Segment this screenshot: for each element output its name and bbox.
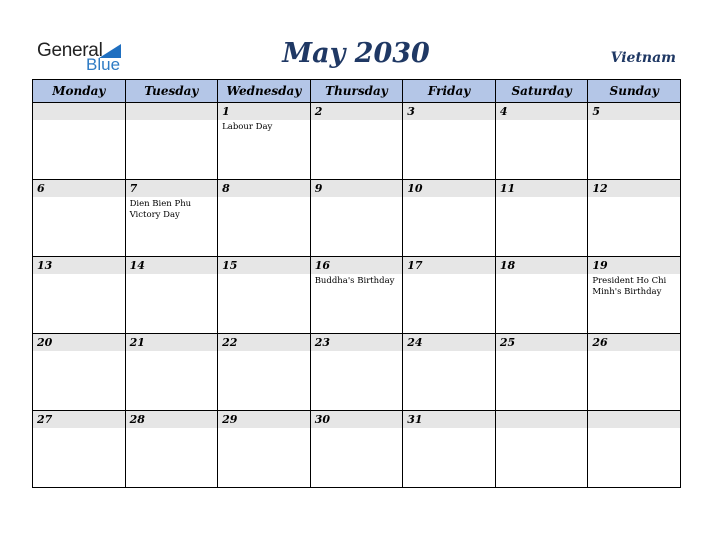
day-number: 29 (218, 411, 310, 428)
weekday-header-saturday: Saturday (495, 80, 588, 103)
day-number: 31 (403, 411, 495, 428)
day-cell (403, 334, 496, 411)
day-cell (33, 334, 126, 411)
day-number: 5 (588, 103, 680, 120)
day-cell (310, 257, 403, 334)
week-row (33, 103, 681, 180)
day-number: 13 (33, 257, 125, 274)
day-cell (588, 103, 681, 180)
day-number: 25 (496, 334, 588, 351)
day-number: 11 (496, 180, 588, 197)
day-cell (125, 180, 218, 257)
day-number: 21 (126, 334, 218, 351)
day-number: 24 (403, 334, 495, 351)
day-cell (125, 334, 218, 411)
weekday-header-wednesday: Wednesday (218, 80, 311, 103)
day-cell (403, 103, 496, 180)
day-number (496, 411, 588, 428)
holiday-label: Dien Bien Phu Victory Day (129, 199, 192, 220)
weekday-header-sunday: Sunday (588, 80, 681, 103)
day-number: 23 (311, 334, 403, 351)
day-number: 2 (311, 103, 403, 120)
weekday-header-row (33, 80, 681, 103)
day-number: 15 (218, 257, 310, 274)
day-cell (33, 257, 126, 334)
calendar-title: May 2030 (282, 38, 430, 69)
day-number: 27 (33, 411, 125, 428)
day-cell (495, 257, 588, 334)
day-number: 19 (588, 257, 680, 274)
day-cell (310, 180, 403, 257)
day-number: 30 (311, 411, 403, 428)
day-cell (218, 103, 311, 180)
day-cell (403, 411, 496, 488)
day-cell (588, 411, 681, 488)
holiday-label: Labour Day (222, 122, 273, 132)
day-cell (33, 411, 126, 488)
weekday-header-tuesday: Tuesday (125, 80, 218, 103)
day-cell (33, 103, 126, 180)
day-cell (125, 103, 218, 180)
day-number: 9 (311, 180, 403, 197)
weekday-header-thursday: Thursday (310, 80, 403, 103)
day-cell (495, 334, 588, 411)
day-number: 8 (218, 180, 310, 197)
day-cell (403, 257, 496, 334)
day-cell (403, 180, 496, 257)
day-number: 20 (33, 334, 125, 351)
day-number: 22 (218, 334, 310, 351)
weekday-header-friday: Friday (403, 80, 496, 103)
calendar-body (33, 103, 681, 488)
day-cell (310, 334, 403, 411)
day-number: 1 (218, 103, 310, 120)
weekday-header-monday: Monday (33, 80, 126, 103)
logo-text-general: General (37, 40, 103, 61)
week-row (33, 334, 681, 411)
day-cell (495, 411, 588, 488)
day-cell (495, 103, 588, 180)
day-number (33, 103, 125, 120)
day-number: 3 (403, 103, 495, 120)
day-number: 7 (126, 180, 218, 197)
day-number: 6 (33, 180, 125, 197)
day-cell (310, 103, 403, 180)
day-cell (588, 257, 681, 334)
day-number: 10 (403, 180, 495, 197)
day-cell (588, 334, 681, 411)
country-label: Vietnam (610, 50, 676, 66)
day-number: 16 (311, 257, 403, 274)
day-cell (218, 257, 311, 334)
day-number: 28 (126, 411, 218, 428)
holiday-label: President Ho Chi Minh's Birthday (592, 276, 667, 297)
day-number (126, 103, 218, 120)
week-row (33, 257, 681, 334)
day-cell (588, 180, 681, 257)
day-cell (495, 180, 588, 257)
day-number: 12 (588, 180, 680, 197)
day-cell (218, 411, 311, 488)
day-number: 17 (403, 257, 495, 274)
day-cell (33, 180, 126, 257)
day-number: 4 (496, 103, 588, 120)
holiday-label: Buddha's Birthday (314, 276, 395, 286)
day-cell (218, 180, 311, 257)
day-cell (218, 334, 311, 411)
day-number: 26 (588, 334, 680, 351)
week-row (33, 411, 681, 488)
day-number: 14 (126, 257, 218, 274)
logo-text-blue: Blue (86, 55, 121, 74)
day-cell (310, 411, 403, 488)
day-number (588, 411, 680, 428)
calendar-grid (32, 79, 681, 488)
day-cell (125, 411, 218, 488)
week-row (33, 180, 681, 257)
day-cell (125, 257, 218, 334)
day-number: 18 (496, 257, 588, 274)
